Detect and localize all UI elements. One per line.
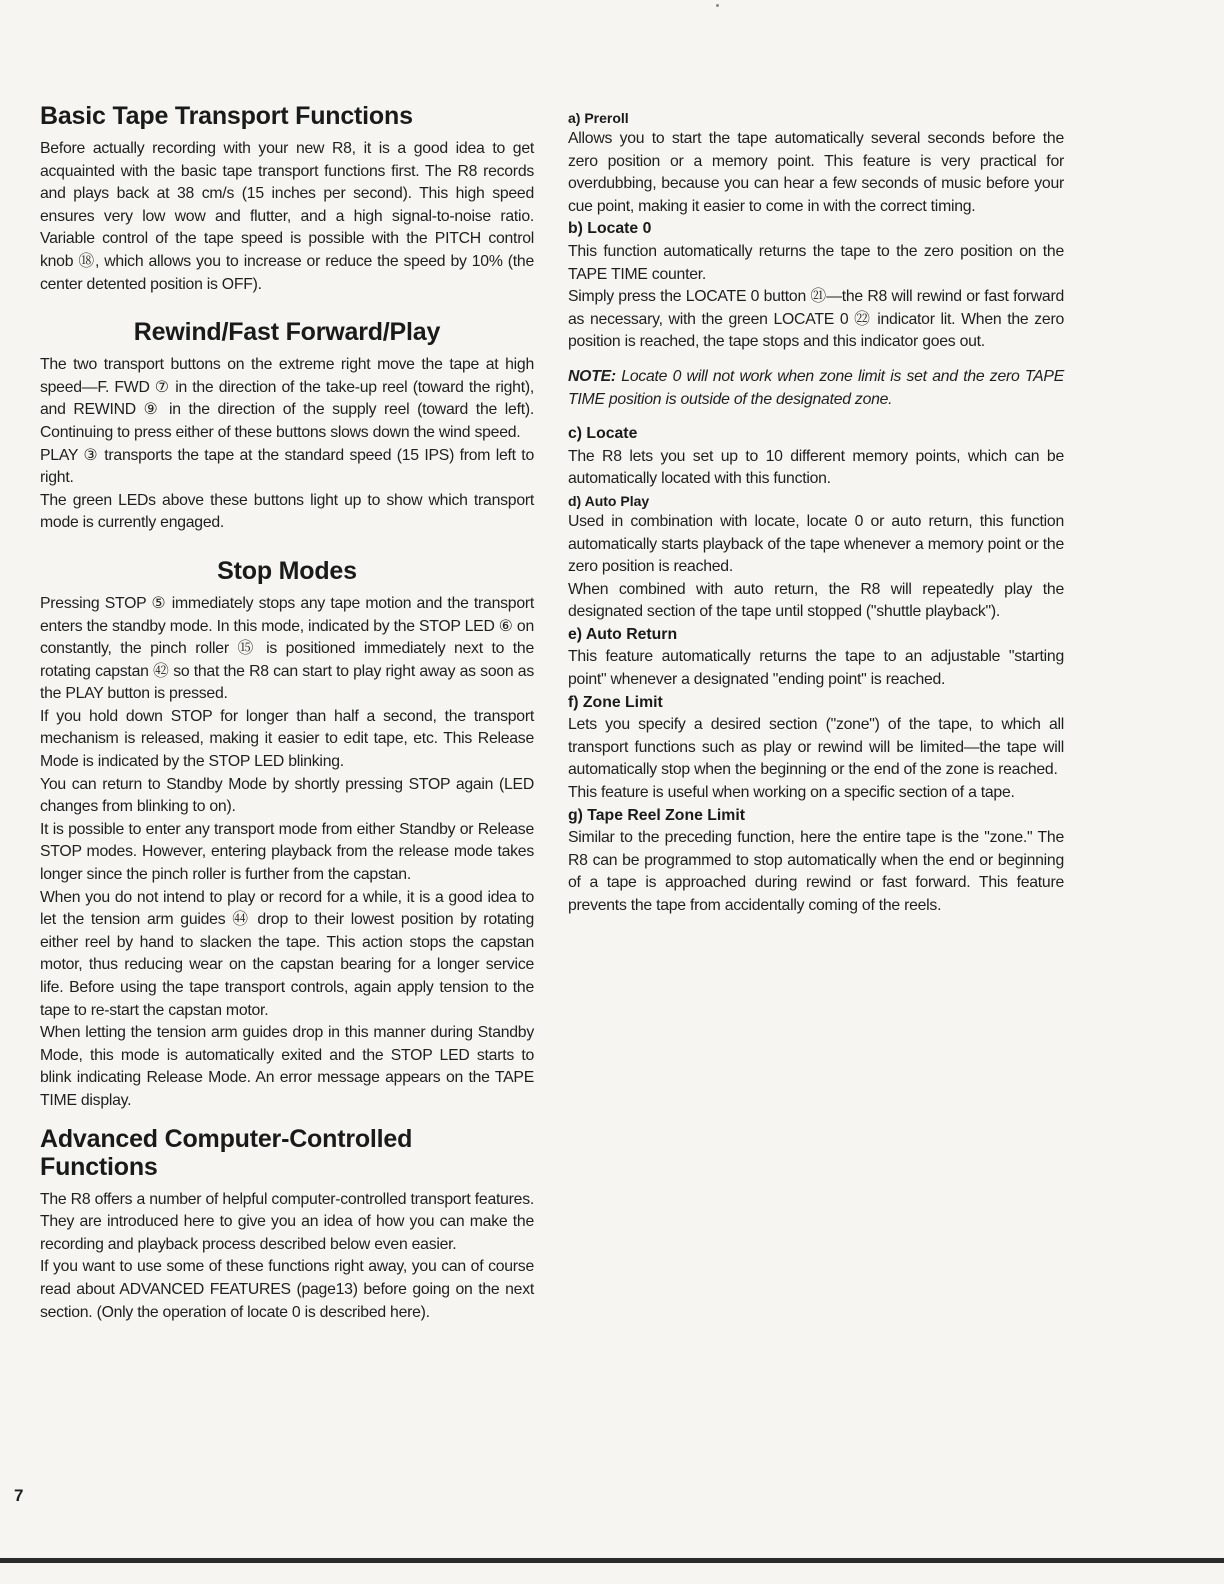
- paragraph: When combined with auto return, the R8 will repeatedly play the designated section of the tape until stopped ("shuttle playback").: [568, 580, 1064, 621]
- paragraph: Simply press the LOCATE 0 button ㉑—the R8 will rewind or fast forward as necessary, with the green LOCATE 0 ㉒ indicator lit. When the zero position is reached, the tape stops and this indicator goes out.: [568, 288, 1064, 351]
- heading-stop-modes: Stop Modes: [217, 556, 357, 585]
- bottom-rule: [0, 1558, 1224, 1563]
- paragraph: When you do not intend to play or record for a while, it is a good idea to let the tension arm guides ㊹ drop to their lowest position by rotating either reel by hand to slacken the tape. This action stops the capstan motor, thus reducing wear on the capstan bearing for a longer service life. Before using the tape transport controls, again apply tension to the tape to re-start the capstan motor.: [40, 888, 534, 1019]
- note-label: NOTE:: [568, 367, 616, 385]
- subheading-tape-reel-zone-limit: g) Tape Reel Zone Limit: [568, 806, 745, 824]
- subheading-auto-play: d) Auto Play: [568, 492, 650, 509]
- paragraph: If you want to use some of these functions right away, you can of course read about ADVANCED FEATURES (page13) before going on the next section. (Only the operation of locate 0 is described here).: [40, 1258, 534, 1321]
- subheading-locate-0: b) Locate 0: [568, 220, 652, 238]
- paragraph: If you hold down STOP for longer than half a second, the transport mechanism is released, making it easier to edit tape, etc. This Release Mode is indicated by the STOP LED blinking.: [40, 707, 534, 771]
- subheading-auto-return: e) Auto Return: [568, 625, 678, 643]
- scan-speck: [716, 4, 719, 7]
- paragraph: Before actually recording with your new R8, it is a good idea to get acquainted with the basic tape transport functions first. The R8 records and plays back at 38 cm/s (15 inches per second). This high speed ensures very low wow and flutter, and a high signal-to-noise ratio. Variable control of the tape speed is possible with the PITCH control knob ⑱, which allows you to increase or reduce the speed by 10% (the center detented position is OFF).: [40, 140, 534, 293]
- paragraph: You can return to Standby Mode by shortly pressing STOP again (LED changes from blinking to on).: [40, 775, 534, 816]
- subheading-locate: c) Locate: [568, 425, 638, 443]
- paragraph: The R8 lets you set up to 10 different memory points, which can be automatically located with this function.: [568, 447, 1064, 488]
- right-column: [568, 108, 1064, 918]
- paragraph: Pressing STOP ⑤ immediately stops any tape motion and the transport enters the standby mode. In this mode, indicated by the STOP LED ⑥ on constantly, the pinch roller ⑮ is positioned immediately next to the rotating capstan ㊷ so that the R8 can start to play right away as soon as the PLAY button is pressed.: [40, 594, 534, 703]
- paragraph: Similar to the preceding function, here the entire tape is the "zone." The R8 can be programmed to stop automatically when the end or beginning of a tape is approached during rewind or fast forward. This feature prevents the tape from accidentally coming of the reels.: [568, 829, 1064, 914]
- paragraph: The two transport buttons on the extreme right move the tape at high speed—F. FWD ⑦ in the direction of the take-up reel (toward the right), and REWIND ⑨ in the direction of the supply reel (toward the left). Continuing to press either of these buttons slows down the wind speed.: [40, 356, 534, 441]
- subheading-zone-limit: f) Zone Limit: [568, 693, 663, 711]
- paragraph: This feature automatically returns the tape to an adjustable "starting point" whenever a designated "ending point" is reached.: [568, 648, 1064, 689]
- paragraph: It is possible to enter any transport mode from either Standby or Release STOP modes. However, entering playback from the release mode takes longer since the pinch roller is further from the capstan.: [40, 820, 534, 884]
- paragraph: The R8 offers a number of helpful computer-controlled transport features. They are introduced here to give you an idea of how you can make the recording and playback process described below even easier.: [40, 1190, 534, 1253]
- heading-advanced-computer-controlled: Advanced Computer-Controlled Functions: [40, 1124, 413, 1181]
- paragraph: When letting the tension arm guides drop in this manner during Standby Mode, this mode is automatically exited and the STOP LED starts to blink indicating Release Mode. An error message appears on the TAPE TIME display.: [40, 1024, 534, 1109]
- heading-rewind-fast-forward-play: Rewind/Fast Forward/Play: [133, 318, 441, 347]
- paragraph: This function automatically returns the tape to the zero position on the TAPE TIME counter.: [568, 242, 1064, 283]
- paragraph: Lets you specify a desired section ("zone") of the tape, to which all transport functions such as play or rewind will be limited—the tape will automatically stop when the beginning or the end of the zone is reached.: [568, 716, 1064, 779]
- paragraph: This feature is useful when working on a specific section of a tape.: [568, 784, 1015, 802]
- page-number: 7: [14, 1486, 24, 1505]
- paragraph: Allows you to start the tape automatically several seconds before the zero position or a memory point. This feature is very practical for overdubbing, because you can hear a few seconds of music before your cue point, making it easier to come in with the correct timing.: [568, 130, 1064, 215]
- note-text: Locate 0 will not work when zone limit is set and the zero TAPE TIME position is outside of the designated zone.: [568, 367, 1064, 408]
- heading-basic-tape-transport: Basic Tape Transport Functions: [40, 102, 413, 130]
- paragraph: Used in combination with locate, locate 0 or auto return, this function automatically starts playback of the tape whenever a memory point or the zero position is reached.: [568, 512, 1064, 576]
- paragraph: The green LEDs above these buttons light up to show which transport mode is currently engaged.: [40, 491, 534, 532]
- note: [568, 366, 1064, 411]
- subheading-preroll: a) Preroll: [568, 110, 629, 126]
- left-column: [40, 102, 534, 1324]
- paragraph: PLAY ③ transports the tape at the standard speed (15 IPS) from left to right.: [40, 446, 534, 487]
